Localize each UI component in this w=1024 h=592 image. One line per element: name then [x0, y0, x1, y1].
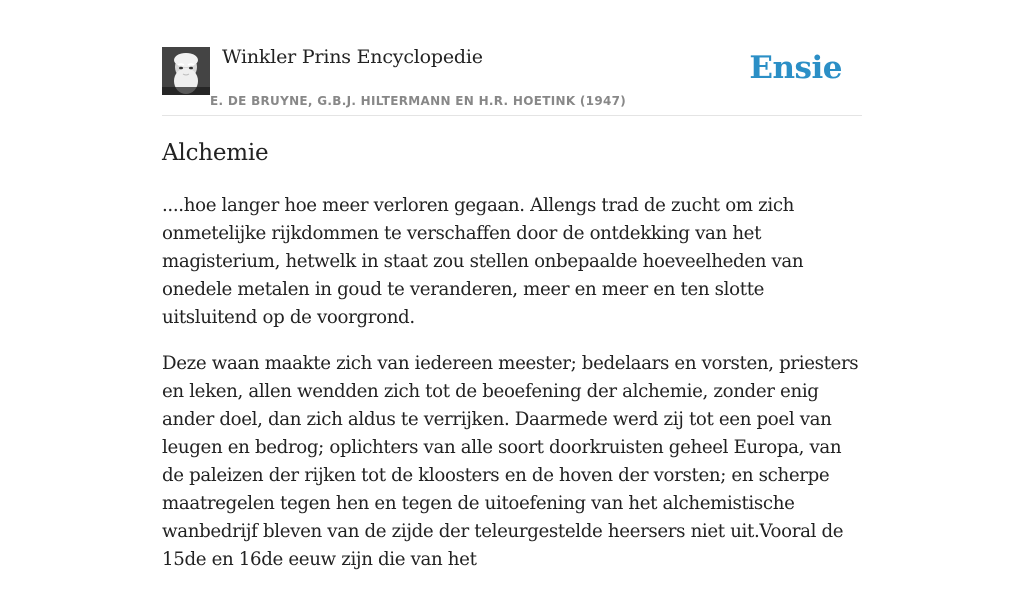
site-header [162, 0, 862, 116]
article-paragraph: ....hoe langer hoe meer verloren gegaan. Allengs trad de zucht om zich onmetelijke rijkdommen te verschaffen door de ontdekking van het magisterium, hetwelk in staat zou stellen onbepaalde hoeveelheden van onedele metalen in goud te veranderen, meer en meer en ten slotte uitsluitend op de voorgrond. [162, 195, 804, 328]
author-avatar[interactable] [162, 47, 210, 95]
article-title: Alchemie [162, 140, 269, 166]
portrait-icon [162, 47, 210, 95]
authors-credit: E. DE BRUYNE, G.B.J. HILTERMANN EN H.R. HOETINK (1947) [210, 94, 627, 108]
brand-logo[interactable]: Ensie [749, 50, 842, 86]
article-body [162, 192, 862, 592]
article-paragraph: Deze waan maakte zich van iedereen meester; bedelaars en vorsten, priesters en leken, allen wendden zich tot de beoefening der alchemie, zonder enig ander doel, dan zich aldus te verrijken. Daarmede werd zij tot een poel van leugen en bedrog; oplichters van alle soort doorkruisten geheel Europa, van de paleizen der rijken tot de kloosters en de hoven der vorsten; en scherpe maatregelen tegen hen en tegen de uitoefening van het alchemistische wanbedrijf bleven van de zijde der teleurgestelde heersers niet uit.Vooral de 15de en 16de eeuw zijn die van het [162, 353, 859, 570]
page-container [162, 0, 862, 570]
encyclopedia-title[interactable]: Winkler Prins Encyclopedie [222, 46, 483, 68]
